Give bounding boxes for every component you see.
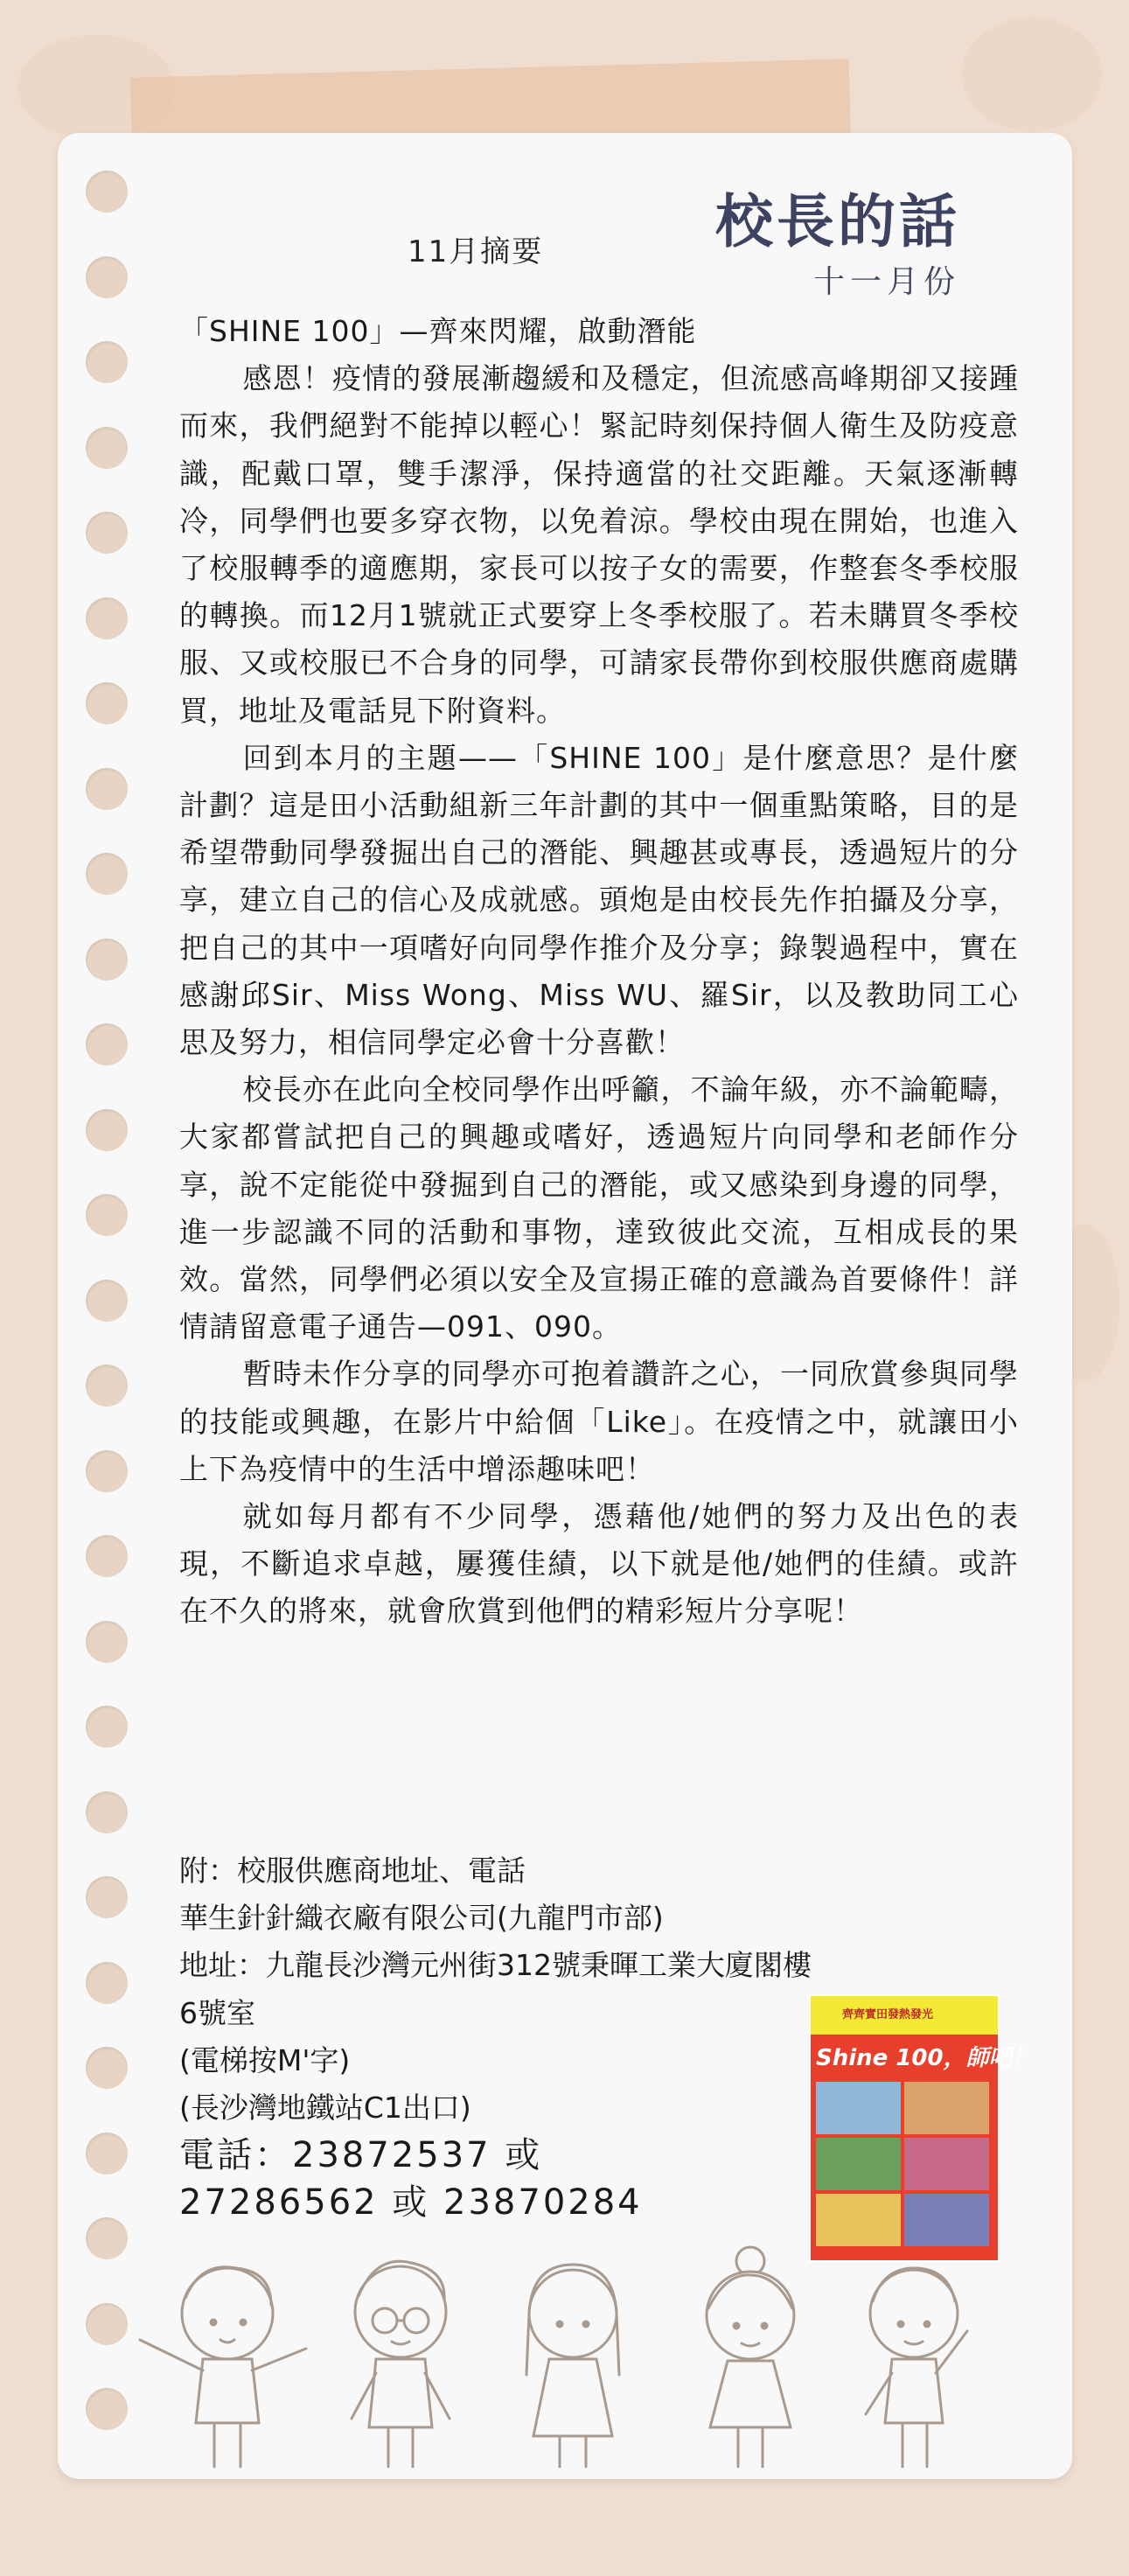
poster-title: Shine 100，師吧！: [816, 2045, 1035, 2071]
binder-hole: [86, 1962, 128, 2004]
article-paragraph: 暫時未作分享的同學亦可抱着讚許之心，一同欣賞參與同學的技能或興趣，在影片中給個「Like」。在疫情之中，就讓田小上下為疫情中的生活中增添趣味吧！: [179, 1357, 1019, 1486]
supplier-title: 附：校服供應商地址、電話: [179, 1853, 526, 1888]
binder-hole: [86, 853, 128, 895]
supplier-address: 地址：九龍長沙灣元州街312號秉暉工業大廈閣樓: [179, 1948, 812, 1983]
poster-photo-grid: [814, 2080, 994, 2248]
article-paragraph: 感恩！疫情的發展漸趨緩和及穩定，但流感高峰期卻又接踵而來，我們絕對不能掉以輕心！緊記時刻保持個人衛生及防疫意識，配戴口罩，雙手潔淨，保持適當的社交距離。天氣逐漸轉冷，同學們也要多穿衣物，以免着涼。學校由現在開始，也進入了校服轉季的適應期，家長可以按子女的需要，作整套冬季校服的轉換。而12月1號就正式要穿上冬季校服了。若未購買冬季校服、又或校服已不合身的同學，可請家長帶你到校服供應商處購買，地址及電話見下附資料。: [179, 361, 1019, 728]
supplier-phone-more: 27286562 或 23870284: [179, 2182, 643, 2223]
article-paragraph: 回到本月的主題——「SHINE 100」是什麼意思？是什麼計劃？這是田小活動組新三年計劃的其中一個重點策略，目的是希望帶動同學發掘出自己的潛能、興趣甚或專長，透過短片的分享，建立自己的信心及成就感。頭炮是由校長先作拍攝及分享，把自己的其中一項嗜好向同學作推介及分享；錄製過程中，實在感謝邱Sir、Miss Wong、Miss WU、羅Sir，以及教助同工心思及努力，相信同學定必會十分喜歡！: [179, 740, 1019, 1060]
article-paragraph: 校長亦在此向全校同學作出呼籲，不論年級，亦不論範疇， 大家都嘗試把自己的興趣或嗜好，透過短片向同學和老師作分享，說不定能從中發掘到自己的潛能，或又感染到身邊的同學，進一步認識不同的活動和事物，達致彼此交流，互相成長的果效。當然，同學們必須以安全及宣揚正確的意識為首要條件！詳情請留意電子通告—091、090。: [179, 1072, 1019, 1344]
binder-hole: [86, 2133, 128, 2175]
poster-photo: [904, 2138, 989, 2190]
background-blotch: [962, 17, 1102, 131]
binder-hole: [86, 1280, 128, 1322]
binder-hole: [86, 939, 128, 981]
child-figure: [707, 2247, 794, 2467]
poster-tagline: 齊齊實田發熱發光: [842, 2008, 934, 2021]
binder-hole: [86, 1706, 128, 1748]
poster-photo: [904, 2194, 989, 2246]
binder-hole: [86, 512, 128, 554]
child-figure: [352, 2261, 450, 2467]
supplier-lift-note: (電梯按M'字): [179, 2042, 351, 2077]
child-figure: [526, 2265, 619, 2467]
binder-hole: [86, 1876, 128, 1918]
supplier-mtr-note: (長沙灣地鐵站C1出口): [179, 2091, 471, 2126]
child-figure: [866, 2268, 967, 2467]
binder-hole: [86, 1450, 128, 1492]
child-figure: [140, 2267, 306, 2467]
binder-hole: [86, 256, 128, 298]
binder-hole: [86, 682, 128, 724]
binder-hole: [86, 1023, 128, 1065]
binder-hole: [86, 1194, 128, 1236]
article-paragraph: 就如每月都有不少同學，憑藉他/她們的努力及出色的表現，不斷追求卓越，屢獲佳績，以下就是他/她們的佳績。或許在不久的將來，就會欣賞到他們的精彩短片分享呢！: [179, 1499, 1019, 1629]
binder-hole: [86, 1535, 128, 1577]
binder-hole: [86, 768, 128, 810]
binder-hole: [86, 427, 128, 469]
shine-100-poster: [809, 1994, 1035, 2262]
binder-hole: [86, 171, 128, 213]
supplier-company: 華生針針織衣廠有限公司(九龍門市部): [179, 1901, 664, 1936]
page-title: 校長的話: [715, 187, 960, 255]
page-subtitle: 十一月份: [813, 264, 961, 300]
poster-photo: [904, 2082, 989, 2134]
binder-hole: [86, 1621, 128, 1663]
binder-hole: [86, 1365, 128, 1407]
supplier-phone: 電話：23872537 或: [179, 2135, 543, 2176]
binder-hole: [86, 341, 128, 383]
binder-hole: [86, 1109, 128, 1151]
binder-hole: [86, 2388, 128, 2430]
article-heading: 「SHINE 100」—齊來閃耀，啟動潛能: [179, 314, 697, 348]
binder-hole: [86, 2217, 128, 2259]
poster-photo: [816, 2194, 901, 2246]
article-body: [179, 308, 1019, 1636]
binder-hole: [86, 2047, 128, 2089]
binder-hole: [86, 1791, 128, 1833]
binder-hole: [86, 2303, 128, 2345]
poster-photo: [816, 2082, 901, 2134]
binder-hole: [86, 597, 128, 639]
summary-label: 11月摘要: [408, 234, 544, 269]
poster-banner: [811, 1996, 998, 2035]
children-doodle: [122, 2244, 997, 2471]
poster-photo: [816, 2138, 901, 2190]
supplier-address-room: 6號室: [179, 1995, 255, 2030]
